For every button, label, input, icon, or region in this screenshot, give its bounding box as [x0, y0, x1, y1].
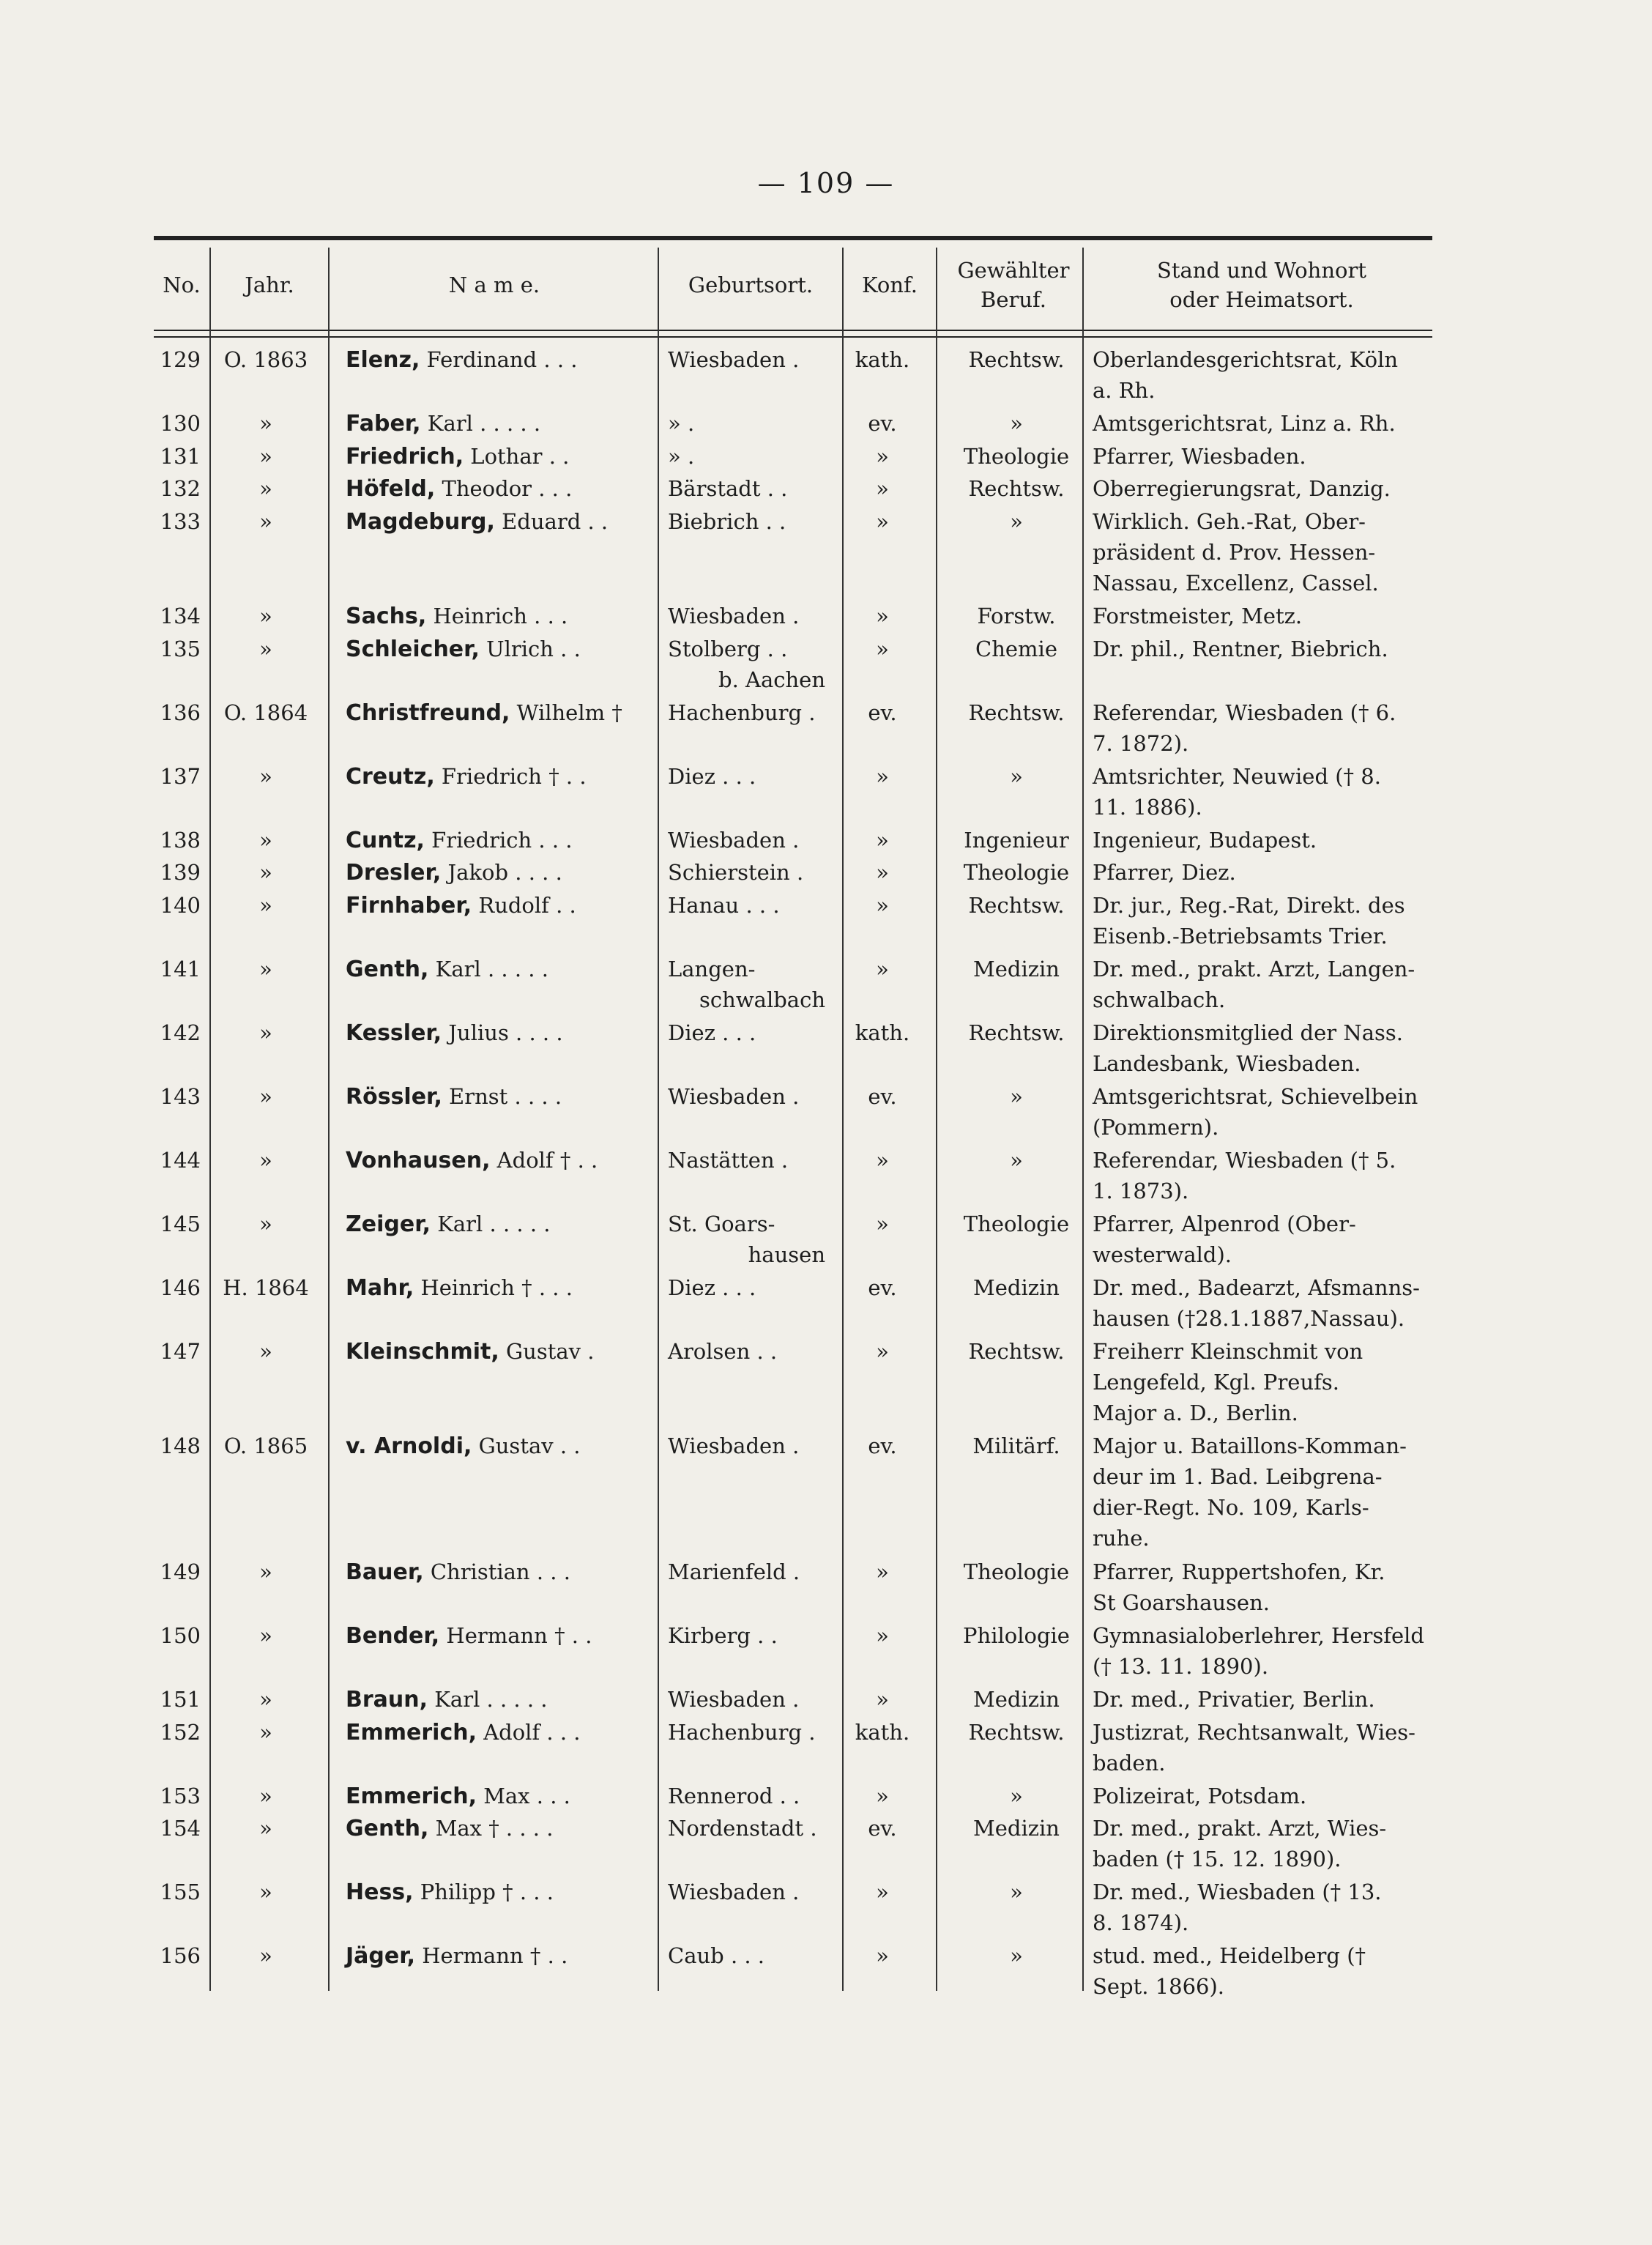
- row-profession: Rechtsw.: [968, 1020, 1065, 1045]
- row-number: 147: [160, 1338, 201, 1364]
- row-surname: Jäger,: [346, 1943, 416, 1969]
- row-birthplace-line: Arolsen . .: [668, 1338, 778, 1364]
- row-profession: Militärf.: [972, 1433, 1060, 1458]
- row-birthplace-line: Biebrich . .: [668, 508, 786, 534]
- row-surname: Schleicher,: [346, 636, 480, 662]
- row-surname: Genth,: [346, 956, 429, 982]
- row-year: »: [259, 476, 272, 501]
- row-year: »: [259, 411, 272, 436]
- row-confession: »: [876, 476, 889, 501]
- row-birthplace: [668, 634, 825, 695]
- table-row: [154, 1081, 1432, 1145]
- row-surname: Friedrich,: [346, 443, 464, 470]
- row-birthplace: [668, 954, 825, 1015]
- row-year: O. 1865: [223, 1433, 308, 1458]
- row-birthplace-line: Nordenstadt .: [668, 1816, 817, 1841]
- row-surname: Christfreund,: [346, 700, 510, 726]
- row-birthplace-line: Hanau . . .: [668, 892, 780, 918]
- row-given-name: Gustav .: [499, 1338, 595, 1364]
- row-surname: Höfeld,: [346, 476, 436, 502]
- row-confession: kath.: [855, 1719, 910, 1745]
- header-geburtsort: Geburtsort.: [688, 272, 814, 297]
- row-birthplace-line: Hachenburg .: [668, 1719, 816, 1745]
- row-year: »: [259, 860, 272, 885]
- row-given-name: Ferdinand . . .: [420, 347, 578, 372]
- row-surname: Genth,: [346, 1816, 429, 1841]
- row-birthplace: [668, 1620, 825, 1651]
- header-stand: Stand und Wohnort oder Heimatsort.: [1156, 258, 1367, 312]
- row-given-name: Friedrich . . .: [424, 827, 573, 853]
- row-birthplace-line: Langen-: [668, 956, 756, 982]
- row-profession: »: [1010, 1943, 1023, 1968]
- row-residence: Dr. med., Wiesbaden († 13. 8. 1874).: [1093, 1880, 1382, 1935]
- row-year: »: [259, 1687, 272, 1712]
- row-number: 130: [160, 411, 201, 436]
- row-confession: »: [876, 1880, 889, 1904]
- row-given-name: Adolf † . .: [490, 1147, 598, 1173]
- table-row: [154, 1272, 1432, 1336]
- row-year: H. 1864: [223, 1274, 309, 1300]
- header-name: N a m e.: [448, 272, 540, 297]
- row-profession: Medizin: [973, 956, 1060, 982]
- row-given-name: Hermann † . .: [439, 1623, 592, 1648]
- row-surname: Magdeburg,: [346, 508, 495, 535]
- table-top-rule: [154, 236, 1432, 240]
- row-residence: Referendar, Wiesbaden († 5. 1. 1873).: [1093, 1147, 1396, 1203]
- row-year: »: [259, 508, 272, 534]
- row-number: 150: [160, 1623, 201, 1648]
- row-surname: Cuntz,: [346, 827, 425, 853]
- row-birthplace: [668, 1209, 825, 1270]
- table-header: [154, 242, 1432, 328]
- row-residence: Forstmeister, Metz.: [1093, 604, 1303, 628]
- row-year: »: [259, 1719, 272, 1745]
- row-profession: Theologie: [963, 1559, 1070, 1584]
- row-profession: »: [1010, 763, 1023, 789]
- row-year: O. 1863: [223, 347, 308, 372]
- row-birthplace-line: Diez . . .: [668, 1274, 756, 1300]
- row-profession: Theologie: [963, 860, 1070, 885]
- row-given-name: Hermann † . .: [415, 1943, 568, 1968]
- row-birthplace-line: Wiesbaden .: [668, 604, 800, 628]
- row-number: 137: [160, 763, 201, 789]
- row-profession: Theologie: [963, 1211, 1070, 1236]
- row-birthplace: [668, 825, 825, 856]
- table-row: [154, 1877, 1432, 1940]
- row-year: »: [259, 1816, 272, 1841]
- row-year: »: [259, 1147, 272, 1173]
- row-number: 144: [160, 1147, 201, 1173]
- row-year: »: [259, 604, 272, 628]
- row-birthplace-line: Hachenburg .: [668, 700, 816, 725]
- row-birthplace-line: Wiesbaden .: [668, 1880, 800, 1904]
- row-number: 154: [160, 1816, 201, 1841]
- table-row: [154, 441, 1432, 474]
- row-birthplace-line: Bärstadt . .: [668, 476, 788, 501]
- row-birthplace-line: Wiesbaden .: [668, 1687, 800, 1712]
- row-year: »: [259, 1083, 272, 1109]
- row-residence: Pfarrer, Wiesbaden.: [1093, 443, 1306, 469]
- row-birthplace-line: Rennerod . .: [668, 1783, 800, 1808]
- row-profession: Rechtsw.: [968, 700, 1065, 725]
- row-year: »: [259, 763, 272, 789]
- row-profession: Forstw.: [977, 604, 1056, 628]
- row-surname: Bauer,: [346, 1559, 424, 1585]
- row-surname: Creutz,: [346, 763, 435, 790]
- row-confession: »: [876, 860, 889, 885]
- row-profession: »: [1010, 411, 1023, 436]
- row-number: 145: [160, 1211, 201, 1236]
- row-birthplace: [668, 1877, 825, 1907]
- row-given-name: Julius . . . .: [442, 1020, 563, 1045]
- row-number: 149: [160, 1559, 201, 1584]
- row-given-name: Karl . . . . .: [428, 1687, 548, 1712]
- row-surname: Elenz,: [346, 347, 420, 373]
- row-profession: Rechtsw.: [968, 892, 1065, 918]
- row-birthplace-line: » .: [668, 411, 695, 436]
- row-birthplace-line: schwalbach: [699, 987, 825, 1012]
- table-row: [154, 1684, 1432, 1717]
- row-birthplace: [668, 408, 825, 439]
- row-given-name: Heinrich † . . .: [414, 1274, 573, 1300]
- row-year: O. 1864: [223, 700, 308, 725]
- header-rule-lower: [154, 336, 1432, 338]
- table-row: [154, 1717, 1432, 1781]
- row-number: 151: [160, 1687, 201, 1712]
- row-confession: ev.: [868, 411, 897, 436]
- row-residence: Referendar, Wiesbaden († 6. 7. 1872).: [1093, 700, 1396, 756]
- row-given-name: Rudolf . .: [472, 892, 576, 918]
- row-surname: Hess,: [346, 1880, 414, 1905]
- row-confession: »: [876, 604, 889, 628]
- header-no: No.: [163, 272, 201, 297]
- row-given-name: Max † . . . .: [428, 1816, 554, 1841]
- row-surname: Dresler,: [346, 860, 442, 886]
- row-surname: Emmerich,: [346, 1783, 477, 1809]
- row-given-name: Ernst . . . .: [442, 1083, 562, 1109]
- row-birthplace: [668, 1556, 825, 1587]
- table-row: [154, 1556, 1432, 1620]
- row-birthplace-line: Wiesbaden .: [668, 1083, 800, 1109]
- row-birthplace: [668, 506, 825, 537]
- row-number: 132: [160, 476, 201, 501]
- row-number: 153: [160, 1783, 201, 1808]
- row-birthplace: [668, 1017, 825, 1048]
- row-given-name: Jakob . . . .: [441, 860, 562, 885]
- row-birthplace-line: St. Goars-: [668, 1211, 775, 1236]
- row-confession: »: [876, 1687, 889, 1712]
- row-birthplace-line: Wiesbaden .: [668, 1433, 800, 1458]
- row-number: 133: [160, 508, 201, 534]
- row-year: »: [259, 892, 272, 918]
- row-birthplace: [668, 1336, 825, 1367]
- row-given-name: Wilhelm †: [510, 700, 622, 725]
- row-confession: »: [876, 1943, 889, 1968]
- row-confession: »: [876, 763, 889, 789]
- table-row: [154, 408, 1432, 441]
- row-given-name: Theodor . . .: [435, 476, 573, 501]
- row-given-name: Eduard . .: [494, 508, 609, 534]
- table-row: [154, 697, 1432, 761]
- row-confession: »: [876, 1783, 889, 1808]
- row-surname: Firnhaber,: [346, 892, 472, 919]
- row-birthplace: [668, 1813, 825, 1844]
- row-profession: Chemie: [975, 636, 1057, 661]
- row-given-name: Adolf . . .: [476, 1719, 581, 1745]
- row-residence: Justizrat, Rechtsanwalt, Wies- baden.: [1093, 1719, 1415, 1775]
- row-profession: »: [1010, 1147, 1023, 1173]
- row-birthplace: [668, 601, 825, 631]
- row-residence: Wirklich. Geh.-Rat, Ober- präsident d. Prov. Hessen- Nassau, Excellenz, Cassel.: [1093, 508, 1379, 595]
- row-residence: Dr. med., Privatier, Berlin.: [1093, 1687, 1375, 1712]
- row-birthplace: [668, 857, 825, 888]
- row-year: »: [259, 1943, 272, 1968]
- row-given-name: Christian . . .: [423, 1559, 570, 1584]
- table-row: [154, 1336, 1432, 1431]
- row-confession: »: [876, 892, 889, 918]
- row-given-name: Karl . . . . .: [428, 956, 548, 982]
- row-profession: Theologie: [963, 443, 1070, 469]
- row-profession: »: [1010, 1880, 1023, 1904]
- row-birthplace-line: Nastätten .: [668, 1147, 789, 1173]
- row-residence: Dr. med., prakt. Arzt, Wies- baden († 15. 12. 1890).: [1093, 1816, 1387, 1871]
- row-surname: Faber,: [346, 411, 421, 437]
- row-given-name: Philipp † . . .: [413, 1880, 554, 1904]
- table-row: [154, 1781, 1432, 1814]
- row-year: »: [259, 1880, 272, 1904]
- row-number: 134: [160, 604, 201, 628]
- row-residence: Oberlandesgerichtsrat, Köln a. Rh.: [1093, 347, 1399, 403]
- table-row: [154, 1940, 1432, 2004]
- row-profession: Rechtsw.: [968, 1338, 1065, 1364]
- row-given-name: Friedrich † . .: [434, 763, 587, 789]
- row-residence: Gymnasialoberlehrer, Hersfeld († 13. 11. 1890).: [1093, 1623, 1424, 1679]
- row-birthplace: [668, 473, 825, 504]
- row-profession: Medizin: [973, 1274, 1060, 1300]
- row-birthplace: [668, 697, 825, 728]
- row-residence: Ingenieur, Budapest.: [1093, 827, 1317, 853]
- row-number: 156: [160, 1943, 201, 1968]
- row-confession: »: [876, 1147, 889, 1173]
- table-row: [154, 890, 1432, 954]
- row-birthplace-line: Marienfeld .: [668, 1559, 800, 1584]
- row-surname: Braun,: [346, 1687, 428, 1712]
- row-profession: »: [1010, 508, 1023, 534]
- table-row: [154, 473, 1432, 506]
- row-birthplace: [668, 441, 825, 472]
- row-profession: Rechtsw.: [968, 1719, 1065, 1745]
- row-residence: Polizeirat, Potsdam.: [1093, 1783, 1307, 1808]
- row-residence: Dr. med., prakt. Arzt, Langen- schwalbach.: [1093, 956, 1415, 1012]
- row-residence: Direktionsmitglied der Nass. Landesbank, Wiesbaden.: [1093, 1020, 1404, 1076]
- row-residence: stud. med., Heidelberg († Sept. 1866).: [1093, 1943, 1366, 1999]
- row-profession: »: [1010, 1783, 1023, 1808]
- row-number: 140: [160, 892, 201, 918]
- header-rule-upper: [154, 330, 1432, 331]
- table-row: [154, 954, 1432, 1017]
- row-number: 146: [160, 1274, 201, 1300]
- row-residence: Pfarrer, Diez.: [1093, 860, 1236, 885]
- row-number: 138: [160, 827, 201, 853]
- row-number: 139: [160, 860, 201, 885]
- row-birthplace-line: » .: [668, 443, 695, 469]
- row-surname: Zeiger,: [346, 1211, 431, 1237]
- row-confession: »: [876, 508, 889, 534]
- row-confession: »: [876, 956, 889, 982]
- row-residence: Major u. Bataillons-Komman- deur im 1. Bad. Leibgrena- dier-Regt. No. 109, Karls- ruhe.: [1093, 1433, 1407, 1551]
- row-year: »: [259, 1623, 272, 1648]
- row-year: »: [259, 1211, 272, 1236]
- row-surname: Mahr,: [346, 1274, 414, 1301]
- row-number: 152: [160, 1719, 201, 1745]
- row-year: »: [259, 1559, 272, 1584]
- row-surname: Emmerich,: [346, 1719, 477, 1745]
- row-year: »: [259, 1338, 272, 1364]
- row-surname: v. Arnoldi,: [346, 1433, 472, 1459]
- row-birthplace: [668, 890, 825, 921]
- row-year: »: [259, 443, 272, 469]
- row-birthplace: [668, 1781, 825, 1811]
- row-number: 143: [160, 1083, 201, 1109]
- row-given-name: Lothar . .: [464, 443, 570, 469]
- row-confession: »: [876, 636, 889, 661]
- row-confession: ev.: [868, 1433, 897, 1458]
- row-profession: Rechtsw.: [968, 476, 1065, 501]
- row-residence: Oberregierungsrat, Danzig.: [1093, 476, 1391, 501]
- table-row: [154, 506, 1432, 601]
- table-row: [154, 1431, 1432, 1556]
- row-number: 136: [160, 700, 201, 725]
- row-birthplace-line: Caub . . .: [668, 1943, 765, 1968]
- row-number: 129: [160, 347, 201, 372]
- row-profession: »: [1010, 1083, 1023, 1109]
- row-profession: Rechtsw.: [968, 347, 1065, 372]
- table-row: [154, 761, 1432, 825]
- table-row: [154, 1017, 1432, 1081]
- row-birthplace-line: Stolberg . .: [668, 636, 788, 661]
- header-jahr: Jahr.: [245, 272, 294, 297]
- row-confession: ev.: [868, 700, 897, 725]
- row-number: 142: [160, 1020, 201, 1045]
- row-confession: »: [876, 443, 889, 469]
- row-given-name: Max . . .: [476, 1783, 570, 1808]
- row-year: »: [259, 827, 272, 853]
- row-birthplace-line: Wiesbaden .: [668, 827, 800, 853]
- row-number: 148: [160, 1433, 201, 1458]
- row-confession: »: [876, 1211, 889, 1236]
- row-residence: Amtsrichter, Neuwied († 8. 11. 1886).: [1093, 763, 1381, 820]
- table-row: [154, 601, 1432, 634]
- row-residence: Dr. jur., Reg.-Rat, Direkt. des Eisenb.-Betriebsamts Trier.: [1093, 892, 1405, 949]
- row-residence: Dr. phil., Rentner, Biebrich.: [1093, 636, 1388, 661]
- table-row: [154, 1209, 1432, 1272]
- row-birthplace: [668, 1081, 825, 1112]
- row-birthplace-line: Schierstein .: [668, 860, 804, 885]
- row-birthplace: [668, 1272, 825, 1303]
- row-year: »: [259, 956, 272, 982]
- row-confession: ev.: [868, 1816, 897, 1841]
- page-number: — 109 —: [757, 167, 895, 199]
- row-year: »: [259, 1020, 272, 1045]
- row-number: 135: [160, 636, 201, 661]
- row-year: »: [259, 1783, 272, 1808]
- row-surname: Vonhausen,: [346, 1147, 491, 1173]
- row-birthplace-line: Diez . . .: [668, 1020, 756, 1045]
- row-birthplace-line: Wiesbaden .: [668, 347, 800, 372]
- row-number: 155: [160, 1880, 201, 1904]
- row-residence: Dr. med., Badearzt, Afsmanns- hausen (†28.1.1887,Nassau).: [1093, 1274, 1420, 1331]
- row-number: 141: [160, 956, 201, 982]
- row-residence: Pfarrer, Alpenrod (Ober- westerwald).: [1093, 1211, 1356, 1267]
- row-birthplace: [668, 344, 825, 375]
- row-confession: »: [876, 1623, 889, 1648]
- row-confession: »: [876, 827, 889, 853]
- row-surname: Rössler,: [346, 1083, 442, 1110]
- row-birthplace: [668, 1145, 825, 1176]
- row-birthplace-line: Kirberg . .: [668, 1623, 778, 1648]
- row-profession: Medizin: [973, 1816, 1060, 1841]
- table-row: [154, 634, 1432, 697]
- row-surname: Kleinschmit,: [346, 1338, 499, 1365]
- row-given-name: Karl . . . . .: [420, 411, 541, 436]
- table-row: [154, 344, 1432, 408]
- row-confession: kath.: [855, 1020, 910, 1045]
- table-body: [154, 344, 1432, 2004]
- row-given-name: Karl . . . . .: [431, 1211, 551, 1236]
- table-row: [154, 1813, 1432, 1877]
- row-birthplace-line: hausen: [748, 1242, 825, 1267]
- table-row: [154, 1620, 1432, 1684]
- row-given-name: Ulrich . .: [479, 636, 581, 661]
- row-profession: Medizin: [973, 1687, 1060, 1712]
- row-confession: ev.: [868, 1083, 897, 1109]
- row-year: »: [259, 636, 272, 661]
- table-row: [154, 1145, 1432, 1209]
- row-birthplace-line: Diez . . .: [668, 763, 756, 789]
- row-birthplace: [668, 761, 825, 792]
- row-residence: Amtsgerichtsrat, Linz a. Rh.: [1093, 411, 1396, 436]
- row-birthplace: [668, 1431, 825, 1461]
- row-profession: Philologie: [963, 1623, 1070, 1648]
- row-confession: »: [876, 1338, 889, 1364]
- table-row: [154, 825, 1432, 858]
- table-row: [154, 857, 1432, 890]
- row-birthplace: [668, 1717, 825, 1748]
- row-birthplace: [668, 1684, 825, 1715]
- row-surname: Sachs,: [346, 604, 427, 629]
- row-given-name: Heinrich . . .: [426, 604, 568, 628]
- row-birthplace-line: b. Aachen: [718, 667, 825, 692]
- row-surname: Bender,: [346, 1623, 440, 1649]
- row-residence: Freiherr Kleinschmit von Lengefeld, Kgl. Preufs. Major a. D., Berlin.: [1093, 1338, 1363, 1425]
- row-number: 131: [160, 443, 201, 469]
- row-profession: Ingenieur: [964, 827, 1069, 853]
- row-confession: ev.: [868, 1274, 897, 1300]
- row-birthplace: [668, 1940, 825, 1971]
- row-confession: »: [876, 1559, 889, 1584]
- row-residence: Pfarrer, Ruppertshofen, Kr. St Goarshausen.: [1093, 1559, 1385, 1615]
- row-given-name: Gustav . .: [472, 1433, 581, 1458]
- row-residence: Amtsgerichtsrat, Schievelbein (Pommern).: [1093, 1083, 1418, 1140]
- row-surname: Kessler,: [346, 1020, 442, 1046]
- header-beruf: Gewählter Beruf.: [957, 258, 1070, 312]
- row-confession: kath.: [855, 347, 910, 372]
- header-konf: Konf.: [862, 272, 918, 297]
